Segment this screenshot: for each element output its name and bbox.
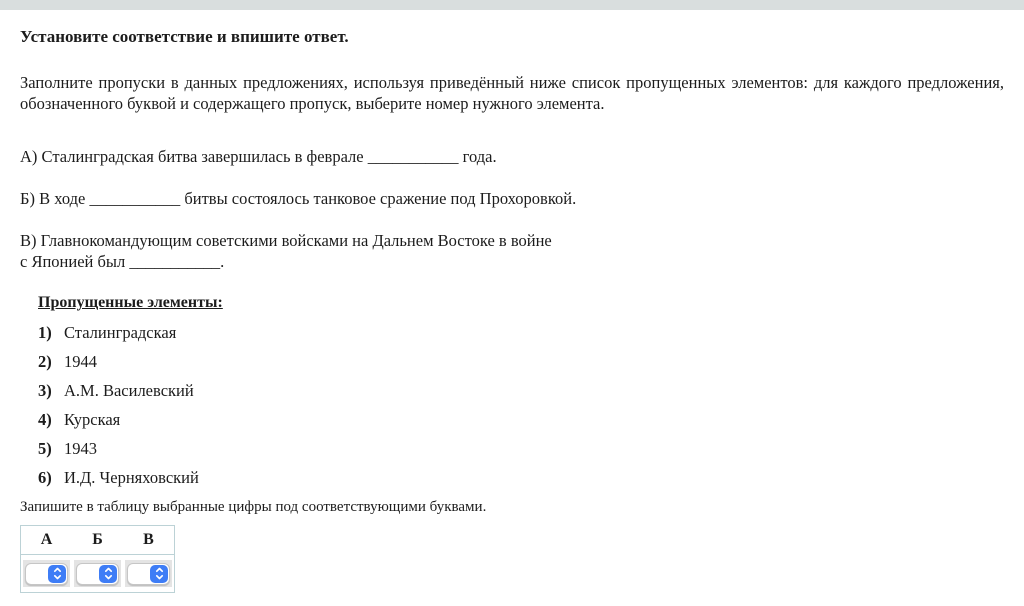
answer-cell-b — [72, 560, 123, 587]
sentence-v — [20, 230, 1004, 272]
top-bar — [0, 0, 1024, 10]
select-stepper-icon — [48, 565, 66, 583]
answer-cell-v — [123, 560, 174, 587]
list-item — [38, 353, 1004, 370]
answer-select-b[interactable] — [76, 563, 119, 585]
select-stepper-icon — [150, 565, 168, 583]
item-number: 1) — [38, 323, 52, 342]
sentence-v-line1: В) Главнокомандующим советскими войсками на Дальнем Востоке в войне — [20, 231, 552, 250]
answer-table — [20, 525, 175, 593]
select-plate — [74, 560, 121, 587]
item-label: Курская — [64, 410, 121, 429]
page-title: Установите соответствие и впишите ответ. — [20, 27, 349, 46]
item-label: А.М. Василевский — [64, 381, 194, 400]
sentence-v-line2: с Японией был ___________. — [20, 252, 225, 271]
select-stepper-icon — [99, 565, 117, 583]
sentence-a: А) Сталинградская битва завершилась в феврале ___________ года. — [20, 147, 497, 166]
table-header-cell-b: Б — [92, 531, 103, 548]
answer-table-select-row — [21, 555, 174, 592]
table-header-cell-a: А — [40, 531, 53, 548]
answer-table-header-row — [21, 526, 174, 555]
select-plate — [125, 560, 172, 587]
write-answer-instruction: Запишите в таблицу выбранные цифры под соответствующими буквами. — [20, 499, 487, 515]
answer-select-v[interactable] — [127, 563, 170, 585]
item-label: Сталинградская — [64, 323, 177, 342]
missing-elements-list — [38, 294, 1004, 486]
task-instruction: Заполните пропуски в данных предложениях, используя приведённый ниже список пропущенных элементов: для каждого предложения, обозначенного буквой и содержащего пропуск, выберите номер нужного элемента. — [20, 73, 1004, 113]
list-item — [38, 440, 1004, 457]
item-number: 4) — [38, 410, 52, 429]
item-number: 2) — [38, 352, 52, 371]
item-number: 6) — [38, 468, 52, 487]
answer-select-a[interactable] — [25, 563, 68, 585]
item-number: 3) — [38, 381, 52, 400]
item-number: 5) — [38, 439, 52, 458]
list-item — [38, 411, 1004, 428]
item-label: И.Д. Черняховский — [64, 468, 199, 487]
item-label: 1944 — [64, 352, 97, 371]
item-label: 1943 — [64, 439, 97, 458]
table-header-cell-v: В — [143, 531, 154, 548]
sentence-b: Б) В ходе ___________ битвы состоялось танковое сражение под Прохоровкой. — [20, 189, 577, 208]
select-plate — [23, 560, 70, 587]
list-item — [38, 324, 1004, 341]
missing-elements-heading: Пропущенные элементы: — [38, 294, 223, 311]
question-page — [0, 10, 1024, 593]
list-item — [38, 382, 1004, 399]
answer-cell-a — [21, 560, 72, 587]
list-item — [38, 469, 1004, 486]
